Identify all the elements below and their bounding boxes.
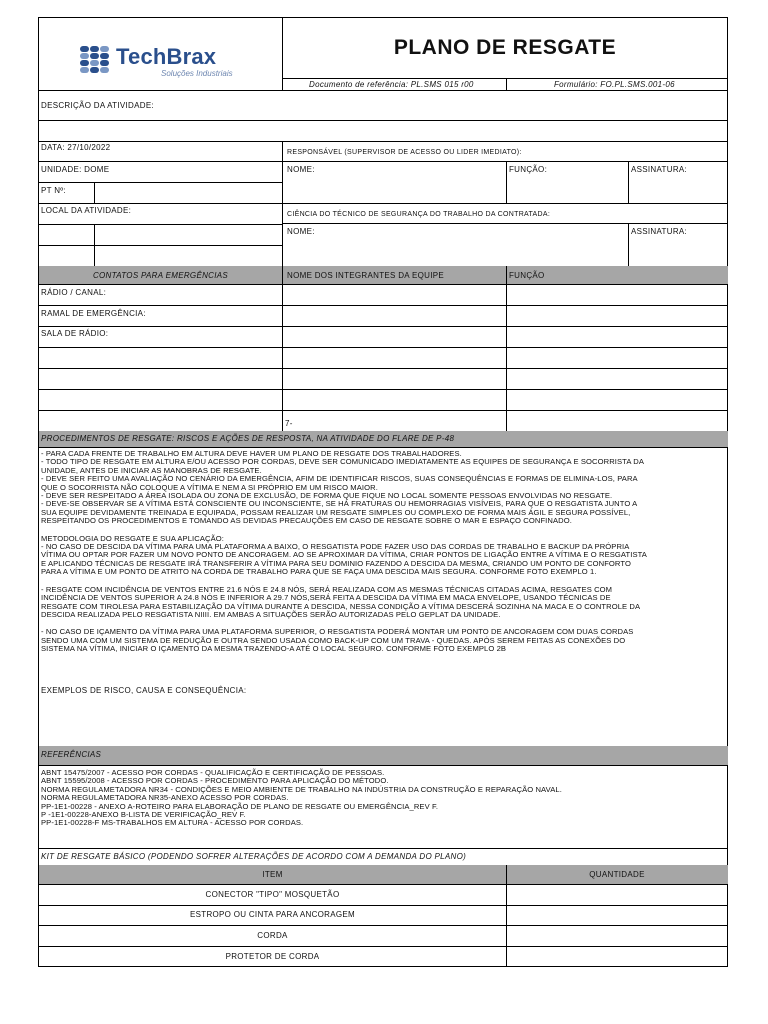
reference-item: PP-1E1-00228-F MS-TRABALHOS EM ALTURA - ACESSO POR CORDAS. — [41, 818, 304, 828]
rule — [39, 120, 728, 121]
doc-reference: Documento de referência: PL.SMS 015 r00 — [309, 80, 474, 89]
reference-item: ABNT 15595/2008 - ACESSO POR CORDAS - PROCEDIMENTO PARA APLICAÇÃO DO MÉTODO. — [41, 776, 389, 786]
rule — [39, 347, 728, 348]
kit-item: ESTROPO OU CINTA PARA ANCORAGEM — [189, 910, 356, 919]
text-line: SISTEMA NA VÍTIMA, INICIAR O IÇAMENTO DA MESMA TRAZENDO-A ATÉ O LOCAL SEGURO. CONFORME FOTO EXEMPLO 2B — [41, 644, 507, 654]
radio-label: RÁDIO / CANAL: — [41, 288, 107, 297]
text-line: VÍTIMA OU OPTAR POR FAZER UM NOVO PONTO DE ANCORAGEM. AO SE APROXIMAR DA VÍTIMA, CRIAR PONTOS DE LIGAÇÃO ENTRE A VÍTIMA E O RESGATISTA — [41, 550, 647, 560]
text-line: RESGATE COM TIROLESA PARA ESTABILIZAÇÃO DA VÍTIMA DURANTE A DESCIDA, NESSA CONDIÇÃO A VÍTIMA DESCERÁ SOZINHA NA MACA E O CONTROLE DA — [41, 601, 641, 611]
assinatura1-label: ASSINATURA: — [631, 165, 688, 174]
row-seven-label: 7- — [285, 419, 293, 428]
text-line: UNIDADE, ANTES DE INICIAR AS MANOBRAS DE RESGATE. — [41, 465, 262, 475]
rule — [39, 925, 728, 926]
reference-item: PP-1E1-00228 - ANEXO A-ROTEIRO PARA ELABORAÇÃO DE PLANO DE RESGATE OU EMERGÊNCIA_REV F. — [41, 801, 439, 811]
rule — [39, 389, 728, 390]
logo-subtitle: Soluções Industriais — [161, 69, 233, 78]
function-header: FUNÇÃO — [509, 271, 545, 280]
references-header-bar — [39, 746, 728, 765]
sala-label: SALA DE RÁDIO: — [41, 329, 109, 338]
rule — [39, 90, 728, 91]
col-divider — [94, 182, 95, 203]
rule — [39, 447, 728, 448]
references-header: REFERÊNCIAS — [41, 750, 102, 759]
text-line: - NO CASO DE IÇAMENTO DA VÍTIMA PARA UMA PLATAFORMA SUPERIOR, O RESGATISTA PODERÁ MONTAR UM PONTO DE ANCORAGEM COM DUAS CORDAS — [41, 627, 634, 637]
text-line: - RESGATE COM INCIDÊNCIA DE VENTOS ENTRE 21.6 NÓS E 24.8 NÓS, SERÁ REALIZADA COM AS MESMAS TÉCNICAS CITADAS ACIMA, RESGATES COM — [41, 584, 613, 594]
pt-label: PT Nº: — [41, 186, 67, 195]
kit-col-qty: QUANTIDADE — [589, 870, 645, 879]
text-line: INCIDÊNCIA DE VENTOS SUPERIOR A 24.8 NÓS E INFERIOR A 29.7 NÓS,SERÁ FEITA A DESCIDA DA VÍTIMA EM MACA ENVELOPE, USANDO TÉCNICAS DE — [41, 593, 611, 603]
rule — [39, 905, 728, 906]
text-line: SUA EQUIPE DEVIDAMENTE TREINADA E EQUIPADA, POSSAM REALIZAR UM RESGATE SIMPLES OU COMPLEXO DE FORMA MAIS ÁGIL E SEGURA POSSÍVEL, — [41, 507, 631, 517]
col-divider — [628, 223, 629, 266]
text-line: QUE O SOCORRISTA NÃO COLOQUE A VÍTIMA E NEM A SI PRÓPRIO EM UM RISCO MAIOR. — [41, 482, 378, 492]
rule — [39, 326, 728, 327]
text-line: - DEVE SER FEITO UMA AVALIAÇÃO NO CENÁRIO DA EMERGÊNCIA, AFIM DE IDENTIFICAR RISCOS, SUAS CONSEQUÊNCIAS E FORMAS DE ELIMINA-LOS, PARA — [41, 474, 638, 484]
rule — [39, 305, 728, 306]
col-divider — [506, 865, 507, 967]
text-line: RESPEITANDO OS PROCEDIMENTOS E TOMANDO AS DEVIDAS PRECAUÇÕES EM CASO DE RESGATE SOBRE O MAR E ESPAÇO CONFINADO. — [41, 516, 572, 526]
rule — [39, 765, 728, 766]
rule — [39, 884, 728, 885]
procedures-header: PROCEDIMENTOS DE RESGATE: RISCOS E AÇÕES DE RESPOSTA, NA ATIVIDADE DO FLARE DE P-48 — [41, 434, 455, 443]
descricao-label: DESCRIÇÃO DA ATIVIDADE: — [41, 101, 154, 110]
ramal-label: RAMAL DE EMERGÊNCIA: — [41, 309, 146, 318]
kit-item: PROTETOR DE CORDA — [225, 952, 320, 961]
text-line: - TODO TIPO DE RESGATE EM ALTURA E/OU ACESSO POR CORDAS, DEVE SER COMUNICADO IMEDIATAMENTE AS EQUIPES DE SEGURANÇA E SOCORRISTA DA — [41, 457, 645, 467]
nome2-label: NOME: — [287, 227, 315, 236]
text-line: PARA A VÍTIMA E UM PONTO DE ATRITO NA CORDA DE TRABALHO PARA QUE SE FAÇA UMA DESCIDA MAIS SEGURA. CONFORME FOTO EXEMPLO 1. — [41, 567, 597, 577]
form-sheet — [38, 17, 728, 967]
exemplos-label: EXEMPLOS DE RISCO, CAUSA E CONSEQUÊNCIA: — [41, 686, 247, 695]
rule — [39, 203, 728, 204]
text-line: - DEVE SER RESPEITADO A ÁREA ISOLADA OU ZONA DE EXCLUSÃO, DE FORMA QUE FIQUE NO LOCAL SOMENTE PESSOAS ENVOLVIDAS NO RESGATE. — [41, 491, 613, 501]
col-divider — [506, 266, 507, 432]
references-list — [41, 769, 727, 828]
kit-item: CORDA — [257, 931, 288, 940]
reference-item: ABNT 15475/2007 - ACESSO POR CORDAS - QUALIFICAÇÃO E CERTIFICAÇÃO DE PESSOAS. — [41, 768, 385, 777]
procedures-text — [41, 450, 727, 654]
rule — [39, 410, 728, 411]
col-divider — [506, 161, 507, 203]
funcao1-label: FUNÇÃO: — [509, 165, 548, 174]
nome1-label: NOME: — [287, 165, 315, 174]
kit-item: CONECTOR "TIPO" MOSQUETÃO — [205, 890, 340, 899]
reference-item: P -1E1-00228-ANEXO B-LISTA DE VERIFICAÇÃO_REV F. — [41, 810, 246, 820]
rule — [39, 848, 728, 849]
rule — [39, 368, 728, 369]
text-line: - NO CASO DE DESCIDA DA VÍTIMA PARA UMA PLATAFORMA A BAIXO, O RESGATISTA PODE FAZER USO DAS CORDAS DE TRABALHO E BACKUP DA PRÓPRIA — [41, 542, 630, 552]
assinatura2-label: ASSINATURA: — [631, 227, 688, 236]
rule — [282, 223, 728, 224]
rule — [39, 182, 282, 183]
responsavel-label: RESPONSÁVEL (SUPERVISOR DE ACESSO OU LIDER IMEDIATO): — [287, 149, 522, 156]
header-ref-divider — [506, 78, 507, 90]
rule — [39, 946, 728, 947]
reference-item: NORMA REGULAMETADORA NR34 - CONDIÇÕES E MEIO AMBIENTE DE TRABALHO NA INDÚSTRIA DA CONSTRUÇÃO E REPARAÇÃO NAVAL. — [41, 784, 562, 794]
col-divider — [628, 161, 629, 203]
unidade-label: UNIDADE: DOME — [41, 165, 110, 174]
local-label: LOCAL DA ATIVIDADE: — [41, 206, 132, 215]
data-label: DATA: 27/10/2022 — [41, 143, 111, 152]
techbrax-logo-icon — [78, 45, 114, 75]
logo-name: TechBrax — [116, 44, 217, 69]
kit-header: KIT DE RESGATE BÁSICO (PODENDO SOFRER ALTERAÇÕES DE ACORDO COM A DEMANDA DO PLANO) — [41, 852, 467, 861]
rule — [39, 161, 728, 162]
text-line: E APLICANDO TÉCNICAS DE RESGATE IRÁ TRANSFERIR A VÍTIMA PARA SEU DOMINIO FAZENDO A DESCIDA DA MESMA, CRIANDO UM PONTO DE CONFORTO — [41, 558, 631, 568]
contacts-header: CONTATOS PARA EMERGÊNCIAS — [92, 271, 229, 280]
form-code: Formulário: FO.PL.SMS.001-06 — [554, 80, 675, 89]
ciencia-label: CIÊNCIA DO TÉCNICO DE SEGURANÇA DO TRABALHO DA CONTRATADA: — [287, 211, 551, 218]
rule — [39, 284, 728, 285]
col-divider — [282, 266, 283, 432]
page-title: PLANO DE RESGATE — [393, 36, 617, 59]
rule — [39, 245, 282, 246]
text-line: - DEVE-SE OBSERVAR SE A VÍTIMA ESTÁ CONSCIENTE OU INCONSCIENTE, SE HÁ FRATURAS OU HEMORRAGIAS VISÍVEIS, PARA QUE O RESGATISTA JUNTO A — [41, 499, 638, 509]
header-rule — [282, 78, 728, 79]
text-line: SENDO UMA COM UM SISTEMA DE REDUÇÃO E OUTRA SENDO USADA COMO BACK-UP COM UM TRAVA - QUEDAS. APÓS SEREM FEITAS AS CONEXÕES DO — [41, 635, 626, 645]
reference-item: NORMA REGULAMETADORA NR35-ANEXO ACESSO POR CORDAS. — [41, 793, 289, 803]
kit-col-item: ITEM — [262, 870, 283, 879]
text-line: METODOLOGIA DO RESGATE E SUA APLICAÇÃO: — [41, 533, 224, 543]
text-line: DESCIDA REALIZADA PELO RESGATISTA NIIII. EM AMBAS A SITUAÇÕES SERÃO AUTORIZADAS PELO GEPLAT DA UNIDADE. — [41, 609, 501, 619]
rule — [39, 141, 728, 142]
text-line: - PARA CADA FRENTE DE TRABALHO EM ALTURA DEVE HAVER UM PLANO DE RESGATE DOS TRABALHADORES. — [41, 449, 462, 458]
team-header: NOME DOS INTEGRANTES DA EQUIPE — [287, 271, 445, 280]
rule — [39, 224, 282, 225]
